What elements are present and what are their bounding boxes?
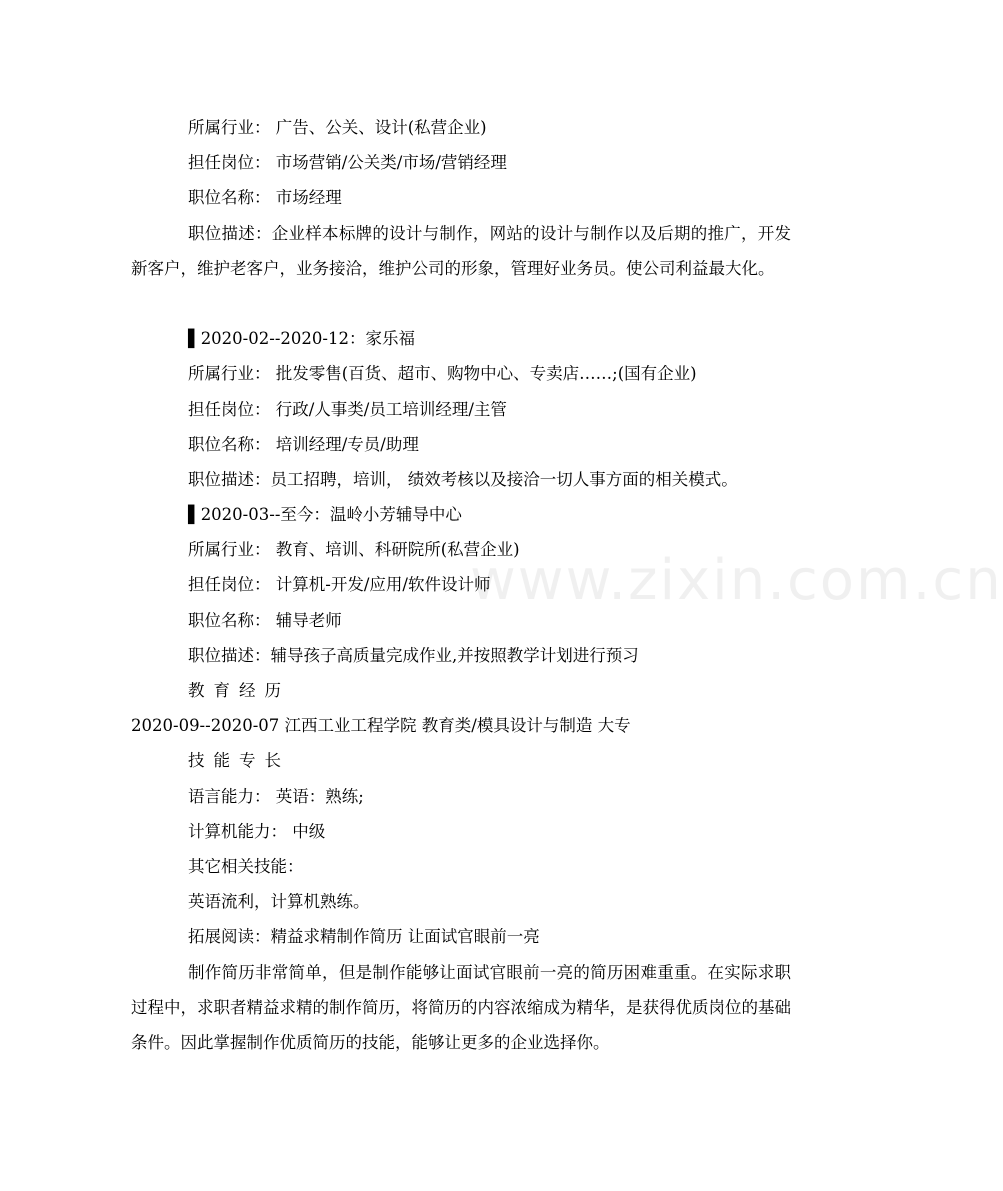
education-heading: 教育经历 [188,681,290,700]
job2-industry: 所属行业： 批发零售(百货、超市、购物中心、专卖店……;(国有企业) [188,364,697,383]
skills-other-label: 其它相关技能： [188,857,304,876]
job2-header: ▌2020-02--2020-12：家乐福 [188,329,415,348]
education-entry: 2020-09--2020-07 江西工业工程学院 教育类/模具设计与制造 大专 [131,716,631,735]
job3-header: ▌2020-03--至今：温岭小芳辅导中心 [188,505,462,524]
skills-other-value: 英语流利，计算机熟练。 [188,892,370,911]
job3-industry: 所属行业： 教育、培训、科研院所(私营企业) [188,540,520,559]
skills-language: 语言能力： 英语：熟练; [188,787,364,806]
job3-description: 职位描述：辅导孩子高质量完成作业,并按照教学计划进行预习 [188,646,639,665]
job3-title: 职位名称： 辅导老师 [188,611,342,630]
job2-position: 担任岗位： 行政/人事类/员工培训经理/主管 [188,400,507,419]
extended-paragraph: 制作简历非常简单，但是制作能够让面试官眼前一亮的简历困难重重。在实际求职过程中，求职者精益求精的制作简历，将简历的内容浓缩成为精华，是获得优质岗位的基础条件。因此掌握制作优质简历的技能，能够让更多的企业选择你。 [131,963,791,1052]
job2-title: 职位名称： 培训经理/专员/助理 [188,435,419,454]
job1-industry: 所属行业： 广告、公关、设计(私营企业) [188,118,487,137]
watermark: www.zixin.com.cn [470,548,1003,613]
job2-description: 职位描述：员工招聘，培训， 绩效考核以及接洽一切人事方面的相关模式。 [188,470,738,489]
job1-position: 担任岗位： 市场营销/公关类/市场/营销经理 [188,153,507,172]
job1-title: 职位名称： 市场经理 [188,188,342,207]
job3-position: 担任岗位： 计算机-开发/应用/软件设计师 [188,575,491,594]
skills-heading: 技能专长 [188,751,290,770]
job1-description: 职位描述：企业样本标牌的设计与制作，网站的设计与制作以及后期的推广，开发新客户，维护老客户，业务接洽，维护公司的形象，管理好业务员。使公司利益最大化。 [131,224,791,278]
extended-title: 拓展阅读：精益求精制作简历 让面试官眼前一亮 [188,927,540,946]
skills-computer: 计算机能力： 中级 [188,822,326,841]
